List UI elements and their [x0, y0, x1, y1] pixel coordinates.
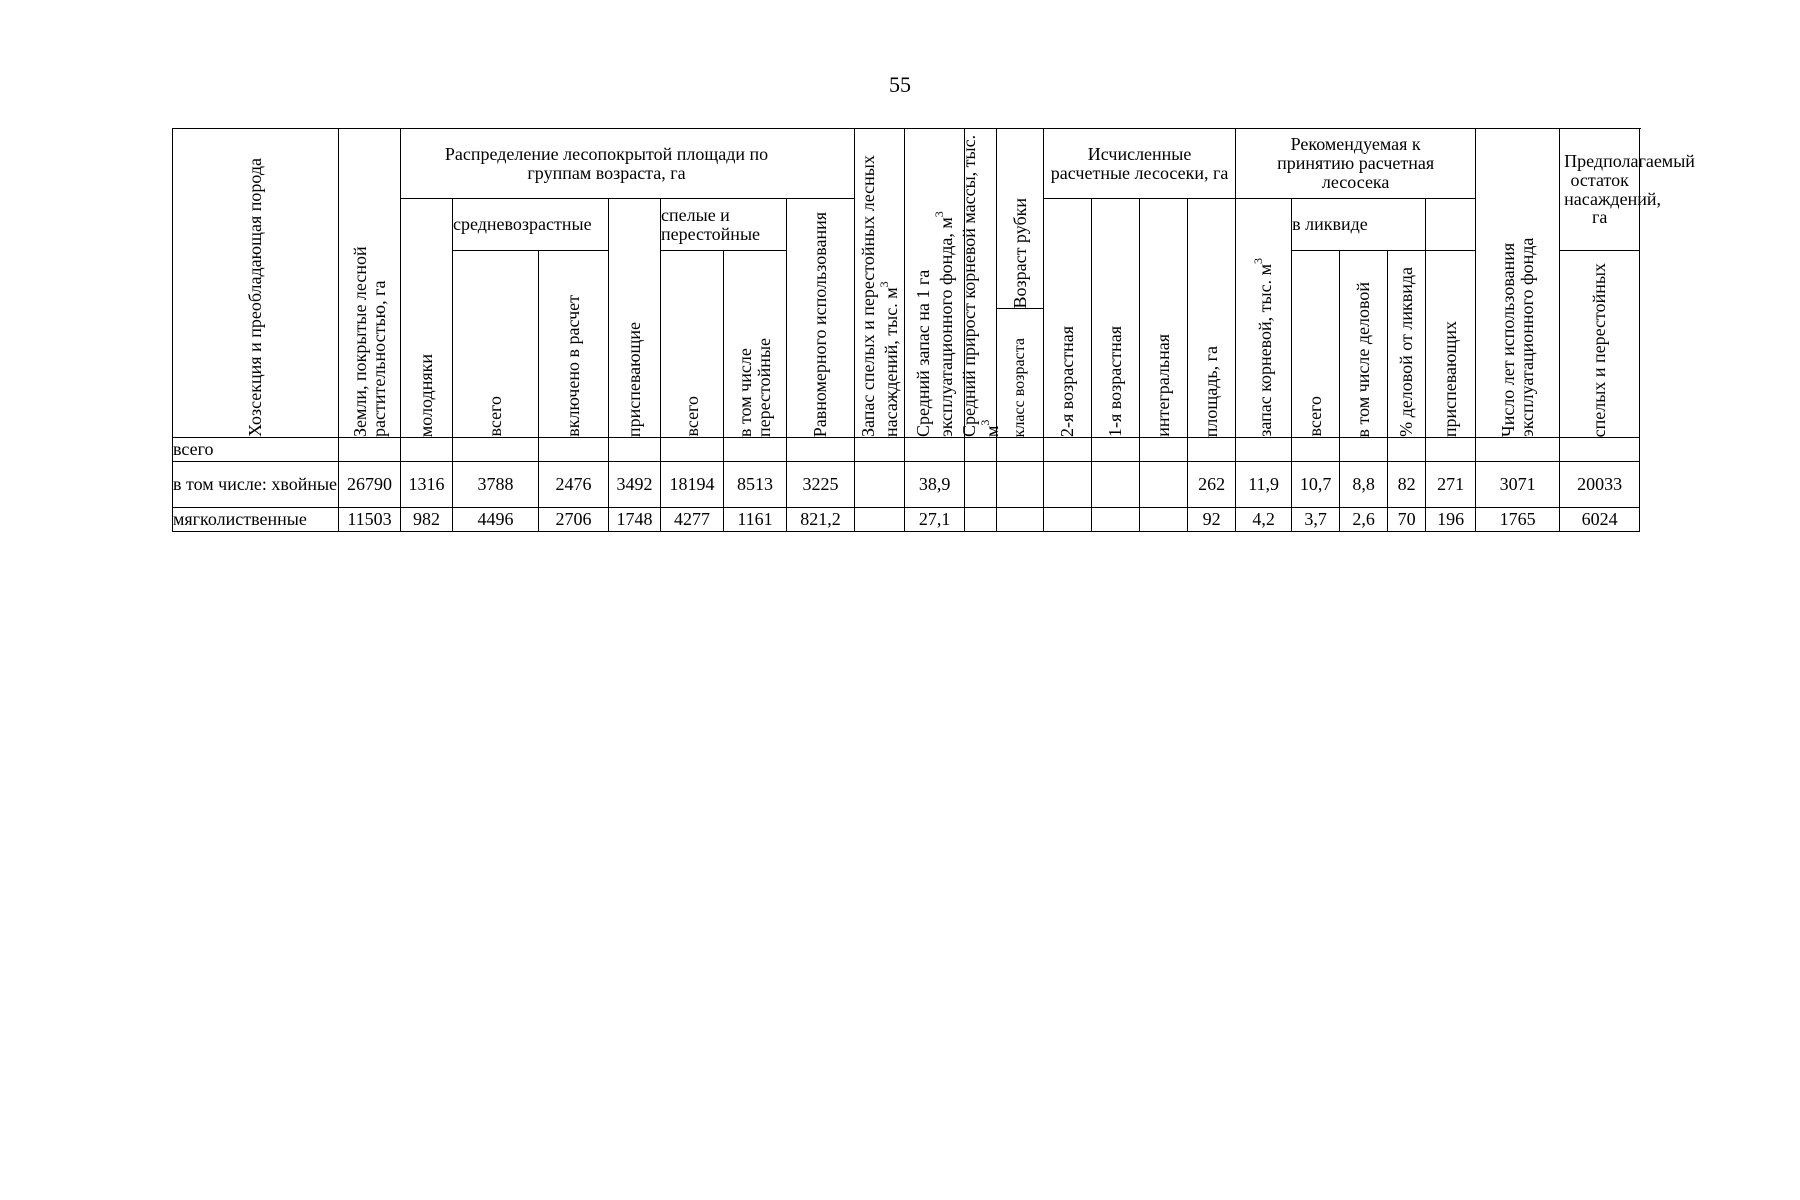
cell	[965, 462, 997, 508]
header-business-pct: % деловой от ликвида	[1388, 251, 1426, 438]
cell	[1044, 508, 1092, 532]
header-middle-aged: средневозрастные	[453, 199, 609, 251]
cell	[997, 462, 1044, 508]
row-name: в том числе: хвойные	[173, 462, 339, 508]
cell: 821,2	[787, 508, 855, 532]
cell: 2,6	[1340, 508, 1388, 532]
cell	[965, 508, 997, 532]
cell: 8513	[724, 462, 787, 508]
cell	[539, 438, 609, 462]
cell	[965, 438, 997, 462]
cell: 262	[1188, 462, 1236, 508]
cell	[453, 438, 539, 462]
cell	[1140, 462, 1188, 508]
header-uniform: Равномерного использования	[787, 199, 855, 438]
cell	[997, 438, 1044, 462]
header-area: площадь, га	[1188, 199, 1236, 438]
cell: 11503	[339, 508, 401, 532]
cell: 10,7	[1292, 462, 1340, 508]
cell: 8,8	[1340, 462, 1388, 508]
header-rem-mature: спелых и перестойных	[1560, 251, 1640, 438]
cell: 3492	[609, 462, 661, 508]
cell: 196	[1426, 508, 1476, 532]
cell	[661, 438, 724, 462]
header-integral: интегральная	[1140, 199, 1188, 438]
header-mature-overmature: в том числе перестойные	[724, 251, 787, 438]
cell: 27,1	[905, 508, 965, 532]
cell: 2706	[539, 508, 609, 532]
cell	[609, 438, 661, 462]
cell: 271	[1426, 462, 1476, 508]
cell: 3225	[787, 462, 855, 508]
cell	[1340, 438, 1388, 462]
cell: 2476	[539, 462, 609, 508]
cell	[1476, 438, 1560, 462]
cell: 26790	[339, 462, 401, 508]
header-liquid-business: в том числе деловой	[1340, 251, 1388, 438]
cell	[855, 508, 905, 532]
cell	[1236, 438, 1292, 462]
cell	[1140, 438, 1188, 462]
header-middle-total: всего	[453, 251, 539, 438]
cell: 3071	[1476, 462, 1560, 508]
table-row	[173, 508, 1640, 532]
header-root-stock: запас корневой, тыс. $м^3$	[1236, 199, 1292, 438]
cell: 4496	[453, 508, 539, 532]
cell: 6024	[1560, 508, 1640, 532]
cell	[401, 438, 453, 462]
cell	[1092, 508, 1140, 532]
cell	[1188, 438, 1236, 462]
cell: 20033	[1560, 462, 1640, 508]
header-avg-stock: Средний запас на 1 га эксплуатационного фонда, $м^3$	[905, 129, 965, 438]
cell: 3788	[453, 462, 539, 508]
cell	[997, 508, 1044, 532]
header-years-use: Число лет использования эксплуатационного фонда	[1476, 129, 1560, 438]
header-stock-mature: Запас спелых и перестойных лесных насаждений, тыс. $м^3$	[855, 129, 905, 438]
cell	[1092, 462, 1140, 508]
header-recommended: Рекомендуемая к принятию расчетная лесосека	[1236, 129, 1476, 199]
header-mature-total: всего	[661, 251, 724, 438]
cell	[855, 438, 905, 462]
header-land: Земли, покрытые лесной растительностью, га	[339, 129, 401, 438]
cell	[1140, 508, 1188, 532]
cell	[1388, 438, 1426, 462]
cell	[1044, 438, 1092, 462]
header-first-age: 1-я возрастная	[1092, 199, 1140, 438]
cell	[1426, 438, 1476, 462]
header-rem-maturing: приспевающих	[1426, 251, 1476, 438]
header-remainder: Предполагаемый остаток насаждений, га	[1560, 129, 1640, 251]
header-mature: спелые и перестойные	[661, 199, 787, 251]
cell: 92	[1188, 508, 1236, 532]
cell: 1765	[1476, 508, 1560, 532]
header-section: Хозсекция и преобладающая порода	[173, 129, 339, 438]
cell: 11,9	[1236, 462, 1292, 508]
table-row	[173, 462, 1640, 508]
cell	[724, 438, 787, 462]
table-row	[173, 438, 1640, 462]
cell: 38,9	[905, 462, 965, 508]
cell: 82	[1388, 462, 1426, 508]
cell: 70	[1388, 508, 1426, 532]
header-avg-growth: Средний прирост корневой массы, тыс. $м^3$	[965, 129, 997, 438]
forest-table	[172, 128, 1695, 532]
cell	[1292, 438, 1340, 462]
cell: 4,2	[1236, 508, 1292, 532]
header-middle-included: включено в расчет	[539, 251, 609, 438]
header-calculated: Исчисленные расчетные лесосеки, га	[1044, 129, 1236, 199]
row-name: всего	[173, 438, 339, 462]
row-name: мягколиственные	[173, 508, 339, 532]
header-liquid: в ликвиде	[1292, 199, 1426, 251]
header-cutting-age: Возраст рубки класс возраста	[997, 129, 1044, 438]
header-distribution: Распределение лесопокрытой площади по группам возраста, га	[401, 129, 855, 199]
cell: 1316	[401, 462, 453, 508]
header-young: молодняки	[401, 199, 453, 438]
cell	[1560, 438, 1640, 462]
cell: 1161	[724, 508, 787, 532]
cell: 18194	[661, 462, 724, 508]
cell: 1748	[609, 508, 661, 532]
cell	[1044, 462, 1092, 508]
cell: 4277	[661, 508, 724, 532]
cell: 982	[401, 508, 453, 532]
cell	[855, 462, 905, 508]
header-maturing: приспевающие	[609, 199, 661, 438]
cell	[905, 438, 965, 462]
cell	[1092, 438, 1140, 462]
cell	[339, 438, 401, 462]
cell	[787, 438, 855, 462]
cell: 3,7	[1292, 508, 1340, 532]
header-second-age: 2-я возрастная	[1044, 199, 1092, 438]
header-liquid-total: всего	[1292, 251, 1340, 438]
page-number: 55	[889, 72, 911, 97]
